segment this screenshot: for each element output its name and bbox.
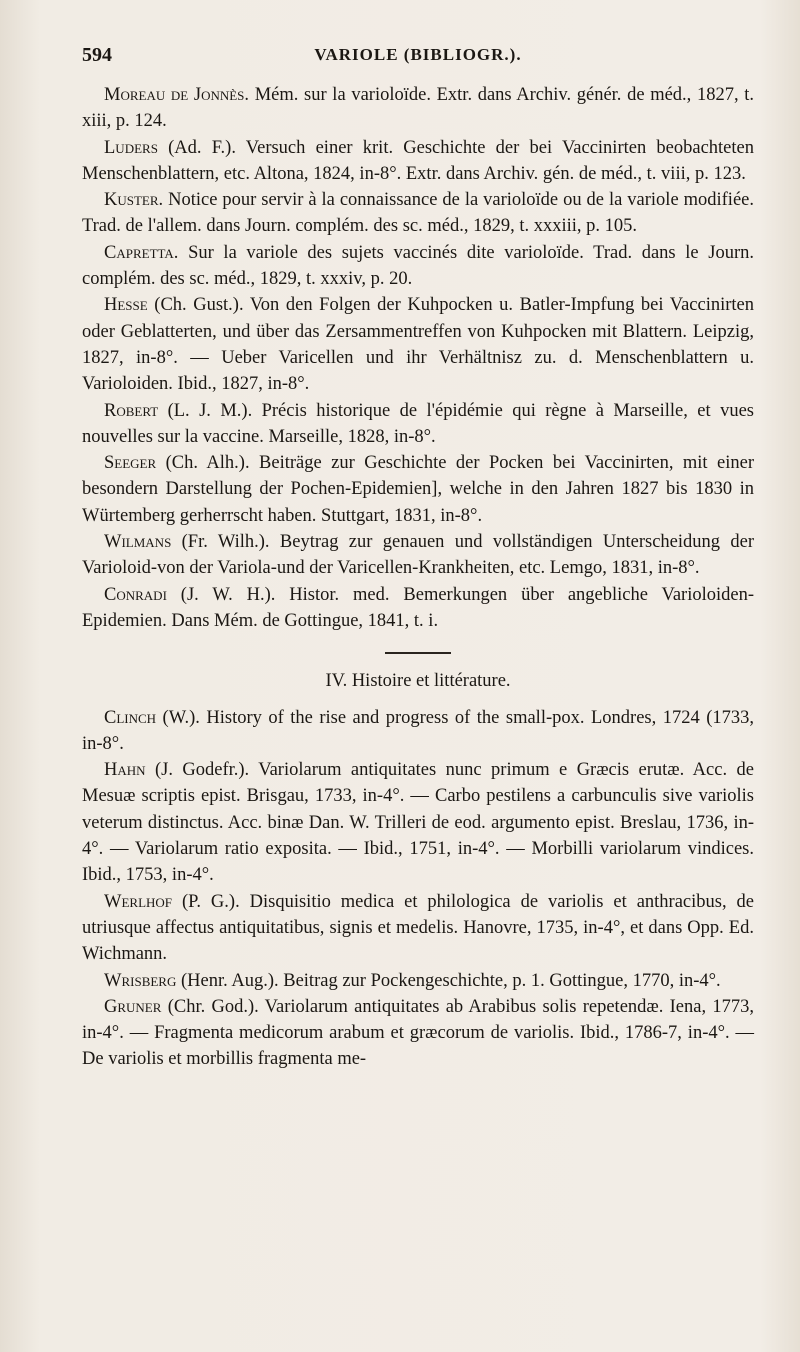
entry-citation: (L. J. M.). Précis historique de l'épidémie qui règne à Marseille, et vues nouvelles sur la vaccine. Marseille, 1828, in-8°.: [82, 400, 754, 447]
entry-author: Moreau de Jonnès.: [104, 85, 250, 105]
entry-author: Kuster.: [104, 190, 164, 211]
bibliography-entry: [82, 292, 754, 397]
bibliography-entry: [82, 187, 754, 240]
bibliography-list-top: [82, 82, 754, 634]
bibliography-body: [82, 82, 754, 1073]
entry-citation: (Ch. Alh.). Beiträge zur Geschichte der Pocken bei Vaccinirten, mit einer besondern Darstellung der Pochen-Epidemien], welche in den Jahren 1827 bis 1830 in Würtemberg gerherrscht haben. Stuttgart, 1831, in-8°.: [82, 453, 754, 526]
entry-citation: (W.). History of the rise and progress of the small-pox. Londres, 1724 (1733, in-8°.: [82, 707, 754, 754]
entry-author: Conradi: [104, 584, 167, 605]
entry-citation: Sur la variole des sujets vaccinés dite varioloïde. Trad. dans le Journ. complém. des sc. méd., 1829, t. xxxiv, p. 20.: [82, 242, 754, 290]
entry-author: Seeger: [104, 453, 157, 474]
entry-citation: (Ad. F.). Versuch einer krit. Geschichte der bei Vaccinirten beobachteten Menschenblattern, etc. Altona, 1824, in-8°. Extr. dans Archiv. gén. de méd., t. viii, p. 123.: [82, 137, 754, 184]
bibliography-entry: [82, 994, 754, 1073]
entry-author: Hahn: [104, 760, 146, 781]
bibliography-entry: [82, 135, 754, 188]
bibliography-entry: [82, 757, 754, 888]
bibliography-entry: [82, 450, 754, 529]
section-title: IV. Histoire et littérature.: [325, 671, 511, 692]
entry-citation: (P. G.). Disquisitio medica et philologica de variolis et anthracibus, de utriusque affectus antiquitatibus, signis et medelis. Hanovre, 1735, in-4°, et dans Opp. Ed. Wichmann.: [82, 891, 754, 965]
entry-author: Hesse: [104, 295, 148, 316]
bibliography-entry: [82, 240, 754, 293]
bibliography-entry: [82, 82, 754, 135]
running-title: VARIOLE (BIBLIOGR.).: [314, 45, 522, 64]
page-header: [82, 44, 754, 78]
entry-author: Gruner: [104, 996, 162, 1017]
section-divider: [385, 652, 451, 654]
entry-author: Robert: [104, 400, 159, 421]
page-number: 594: [82, 44, 112, 66]
bibliography-entry: [82, 968, 754, 994]
entry-citation: (Fr. Wilh.). Beytrag zur genauen und vollständigen Unterscheidung der Varioloid-von der Variola-und der Varicellen-Krankheiten, etc. Lemgo, 1831, in-8°.: [82, 532, 754, 579]
entry-author: Clinch: [104, 707, 157, 728]
entry-citation: Notice pour servir à la connaissance de la varioloïde ou de la variole modifiée. Trad. de l'allem. dans Journ. complém. des sc. méd., 1829, t. xxxiii, p. 105.: [82, 190, 754, 237]
entry-citation: (Ch. Gust.). Von den Folgen der Kuhpocken u. Batler-Impfung bei Vaccinirten oder Geblatterten, und über das Zersammentreffen von Kuhpocken mit Blattern. Leipzig, 1827, in-8°. — Ueber Varicellen und ihr Verhältnisz zu. d. Menschenblattern u. Varioloiden. Ibid., 1827, in-8°.: [82, 295, 754, 395]
entry-citation: (J. Godefr.). Variolarum antiquitates nunc primum e Græcis erutæ. Acc. de Mesuæ scriptis epist. Brisgau, 1733, in-4°. — Carbo pestilens a carbunculis sive variolis veterum distinctus. Acc. binæ Dan. W. Trilleri de eod. argumento epist. Breslau, 1736, in-4°. — Variolarum ratio exposita. — Ibid., 1751, in-4°. — Morbilli variolarum vindices. Ibid., 1753, in-4°.: [82, 760, 754, 886]
bibliography-entry: [82, 398, 754, 451]
entry-author: Luders: [104, 137, 158, 158]
entry-citation: Mém. sur la varioloïde. Extr. dans Archiv. génér. de méd., 1827, t. xiii, p. 124.: [82, 85, 755, 132]
bibliography-entry: [82, 889, 754, 968]
entry-author: Werlhof: [104, 891, 173, 912]
entry-citation: (Henr. Aug.). Beitrag zur Pockengeschichte, p. 1. Gottingue, 1770, in-4°.: [176, 970, 721, 991]
bibliography-list-bottom: [82, 705, 754, 1073]
entry-author: Capretta.: [104, 242, 179, 263]
bibliography-entry: [82, 582, 754, 635]
entry-author: Wilmans: [104, 532, 172, 553]
entry-citation: (J. W. H.). Histor. med. Bemerkungen über angebliche Varioloiden-Epidemien. Dans Mém. de Gottingue, 1841, t. i.: [82, 584, 754, 631]
bibliography-entry: [82, 529, 754, 582]
entry-author: Wrisberg: [104, 970, 177, 991]
bibliography-entry: [82, 705, 754, 758]
entry-citation: (Chr. God.). Variolarum antiquitates ab Arabibus solis repetendæ. Iena, 1773, in-4°. — Fragmenta medicorum arabum et græcorum de variolis. Ibid., 1786-7, in-4°. — De variolis et morbillis fragmenta me-: [82, 996, 754, 1070]
